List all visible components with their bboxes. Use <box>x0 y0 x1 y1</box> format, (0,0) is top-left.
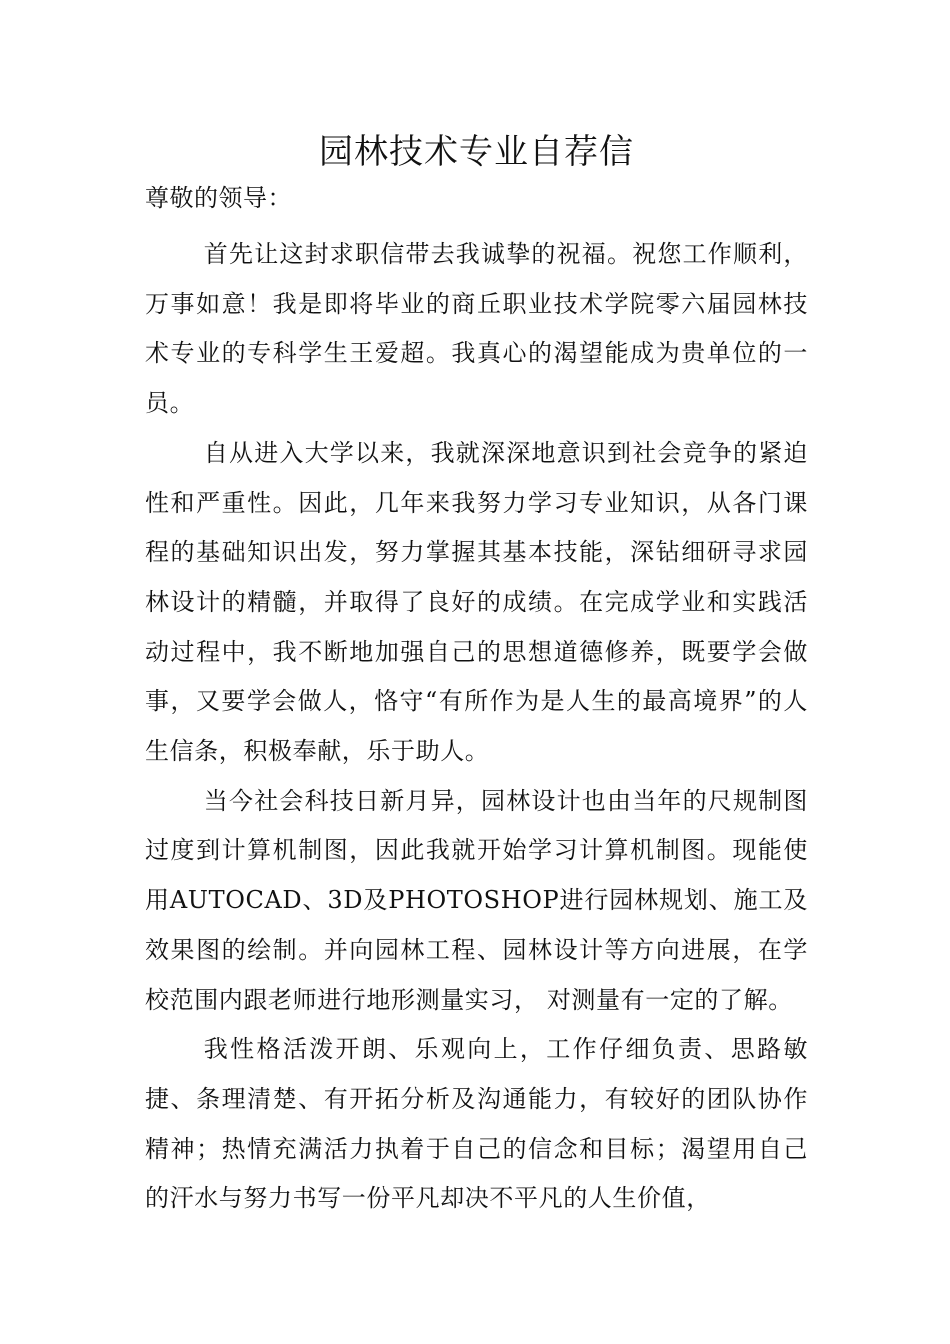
paragraph-3: 当今社会科技日新月异，园林设计也由当年的尺规制图过度到计算机制图，因此我就开始学习计算机制图。现能使用AUTOCAD、3D及PHOTOSHOP进行园林规划、施工及效果图的绘制。并向园林工程、园林设计等方向进展，在学校范围内跟老师进行地形测量实习， 对测量有一定的了解。 <box>145 786 808 1014</box>
salutation: 尊敬的领导： <box>145 184 292 212</box>
document-title: 园林技术专业自荐信 <box>319 132 634 172</box>
paragraph-1: 首先让这封求职信带去我诚挚的祝福。祝您工作顺利，万事如意！我是即将毕业的商丘职业技术学院零六届园林技术专业的专科学生王爱超。我真心的渴望能成为贵单位的一员。 <box>145 240 808 418</box>
paragraph-4: 我性格活泼开朗、乐观向上，工作仔细负责、思路敏捷、条理清楚、有开拓分析及沟通能力，有较好的团队协作精神；热情充满活力执着于自己的信念和目标；渴望用自己的汗水与努力书写一份平凡却决不平凡的人生价值， <box>145 1035 808 1213</box>
paragraph-2: 自从进入大学以来，我就深深地意识到社会竞争的紧迫性和严重性。因此，几年来我努力学习专业知识，从各门课程的基础知识出发，努力掌握其基本技能，深钻细研寻求园林设计的精髓，并取得了良好的成绩。在完成学业和实践活动过程中，我不断地加强自己的思想道德修养，既要学会做事，又要学会做人，恪守“有所作为是人生的最高境界”的人生信条，积极奉献，乐于助人。 <box>145 438 808 766</box>
